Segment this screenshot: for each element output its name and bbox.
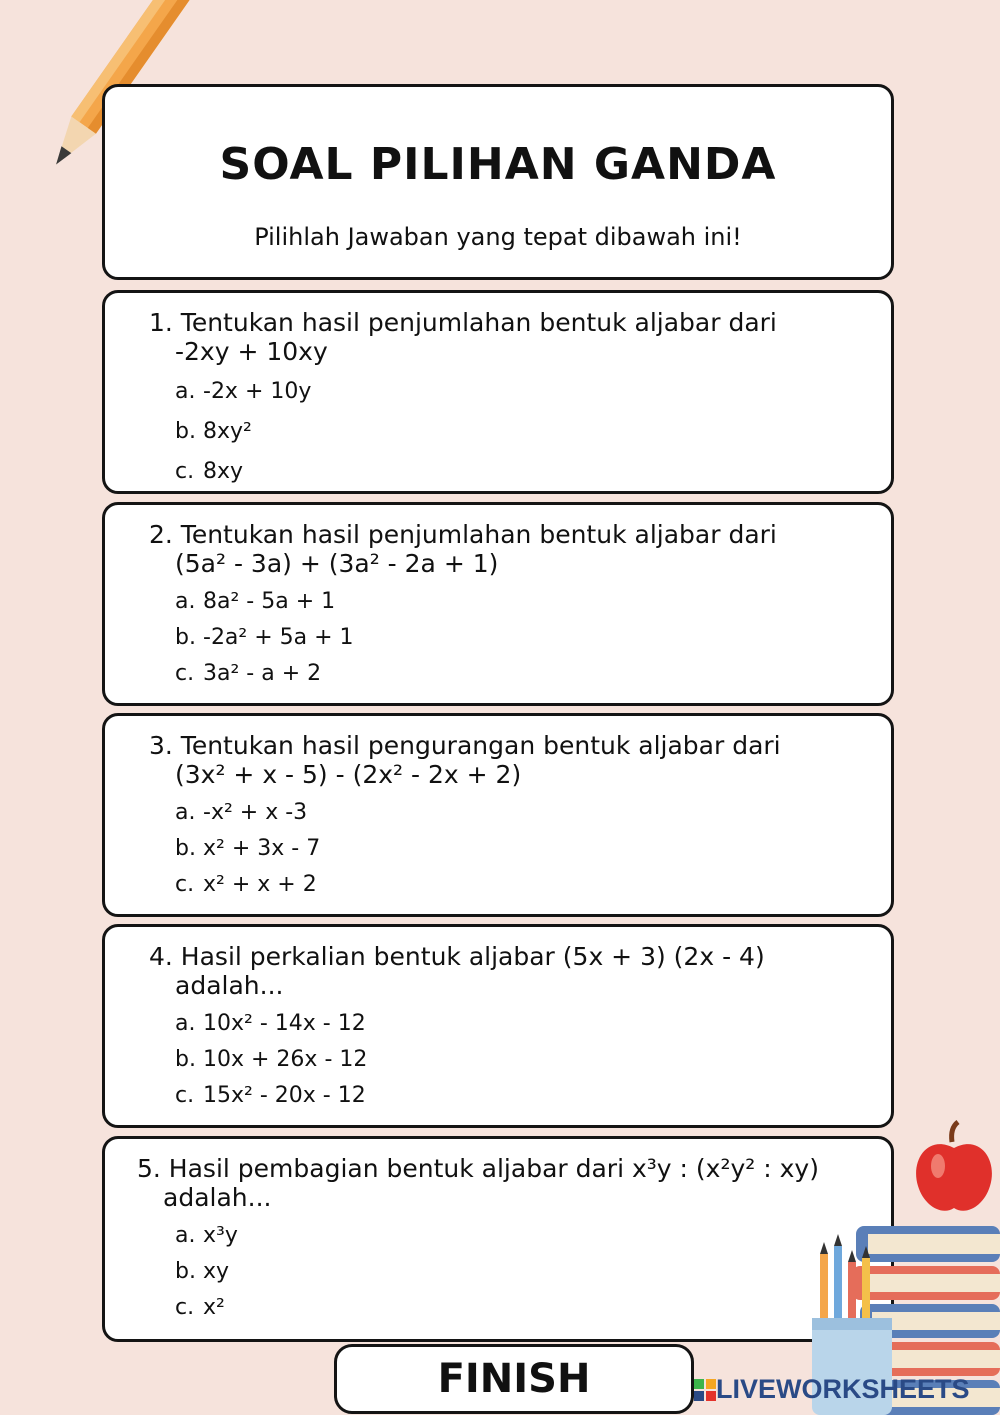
option-label: a.: [175, 1223, 196, 1248]
question-expression: -2xy + 10xy: [175, 337, 328, 366]
option-text: x² + x + 2: [203, 872, 317, 897]
option-text: 8a² - 5a + 1: [203, 589, 336, 614]
option-label: c.: [175, 459, 195, 484]
option-a[interactable]: [175, 1218, 861, 1254]
option-c[interactable]: [175, 452, 861, 492]
option-label: a.: [175, 1011, 196, 1036]
question-text: 2. Tentukan hasil penjumlahan bentuk aljabar dari: [149, 520, 777, 549]
option-text: 15x² - 20x - 12: [203, 1083, 366, 1108]
option-c[interactable]: [175, 1078, 861, 1114]
question-card-3: [102, 713, 894, 917]
option-a[interactable]: [175, 372, 861, 412]
option-text: x³y: [203, 1223, 238, 1248]
watermark-text: LIVEWORKSHEETS: [716, 1374, 970, 1404]
question-expression: (3x² + x - 5) - (2x² - 2x + 2): [175, 760, 522, 789]
option-label: b.: [175, 419, 196, 444]
option-b[interactable]: [175, 1254, 861, 1290]
option-b[interactable]: [175, 1042, 861, 1078]
question-card-5: [102, 1136, 894, 1342]
option-label: c.: [175, 1295, 195, 1320]
liveworksheets-watermark: [694, 1374, 970, 1405]
option-label: a.: [175, 800, 196, 825]
question-text: 1. Tentukan hasil penjumlahan bentuk aljabar dari: [149, 308, 777, 337]
option-label: a.: [175, 379, 196, 404]
option-text: 10x² - 14x - 12: [203, 1011, 366, 1036]
option-a[interactable]: [175, 584, 861, 620]
finish-button[interactable]: FINISH: [334, 1344, 694, 1414]
option-text: 8xy: [203, 459, 244, 484]
option-label: a.: [175, 589, 196, 614]
option-c[interactable]: [175, 656, 861, 692]
question-card-2: [102, 502, 894, 706]
liveworksheets-logo-icon: [694, 1379, 716, 1401]
question-expression: adalah...: [175, 971, 284, 1000]
page-title: SOAL PILIHAN GANDA: [219, 139, 777, 190]
option-text: x² + 3x - 7: [203, 836, 321, 861]
question-text: 4. Hasil perkalian bentuk aljabar (5x + 3) (2x - 4): [149, 942, 765, 971]
page-subtitle: Pilihlah Jawaban yang tepat dibawah ini!: [254, 223, 742, 251]
option-label: c.: [175, 661, 195, 686]
option-c[interactable]: [175, 1290, 861, 1326]
option-a[interactable]: [175, 1006, 861, 1042]
question-text: 3. Tentukan hasil pengurangan bentuk aljabar dari: [149, 731, 781, 760]
option-label: c.: [175, 872, 195, 897]
option-text: -x² + x -3: [203, 800, 308, 825]
option-text: 8xy²: [203, 419, 252, 444]
option-text: -2a² + 5a + 1: [203, 625, 354, 650]
option-text: xy: [203, 1259, 230, 1284]
option-label: c.: [175, 1083, 195, 1108]
apple-icon: [908, 1120, 1000, 1220]
option-label: b.: [175, 625, 196, 650]
option-label: b.: [175, 1047, 196, 1072]
question-expression: adalah...: [163, 1183, 272, 1212]
option-b[interactable]: [175, 412, 861, 452]
option-text: x²: [203, 1295, 225, 1320]
option-text: -2x + 10y: [203, 379, 312, 404]
question-text: 5. Hasil pembagian bentuk aljabar dari x³y : (x²y² : xy): [137, 1154, 819, 1183]
option-c[interactable]: [175, 867, 861, 903]
question-expression: (5a² - 3a) + (3a² - 2a + 1): [175, 549, 499, 578]
option-text: 3a² - a + 2: [203, 661, 322, 686]
question-card-1: [102, 290, 894, 494]
question-card-4: [102, 924, 894, 1128]
option-b[interactable]: [175, 831, 861, 867]
option-label: b.: [175, 1259, 196, 1284]
option-text: 10x + 26x - 12: [203, 1047, 368, 1072]
option-b[interactable]: [175, 620, 861, 656]
header-card: [102, 84, 894, 280]
option-label: b.: [175, 836, 196, 861]
option-a[interactable]: [175, 795, 861, 831]
